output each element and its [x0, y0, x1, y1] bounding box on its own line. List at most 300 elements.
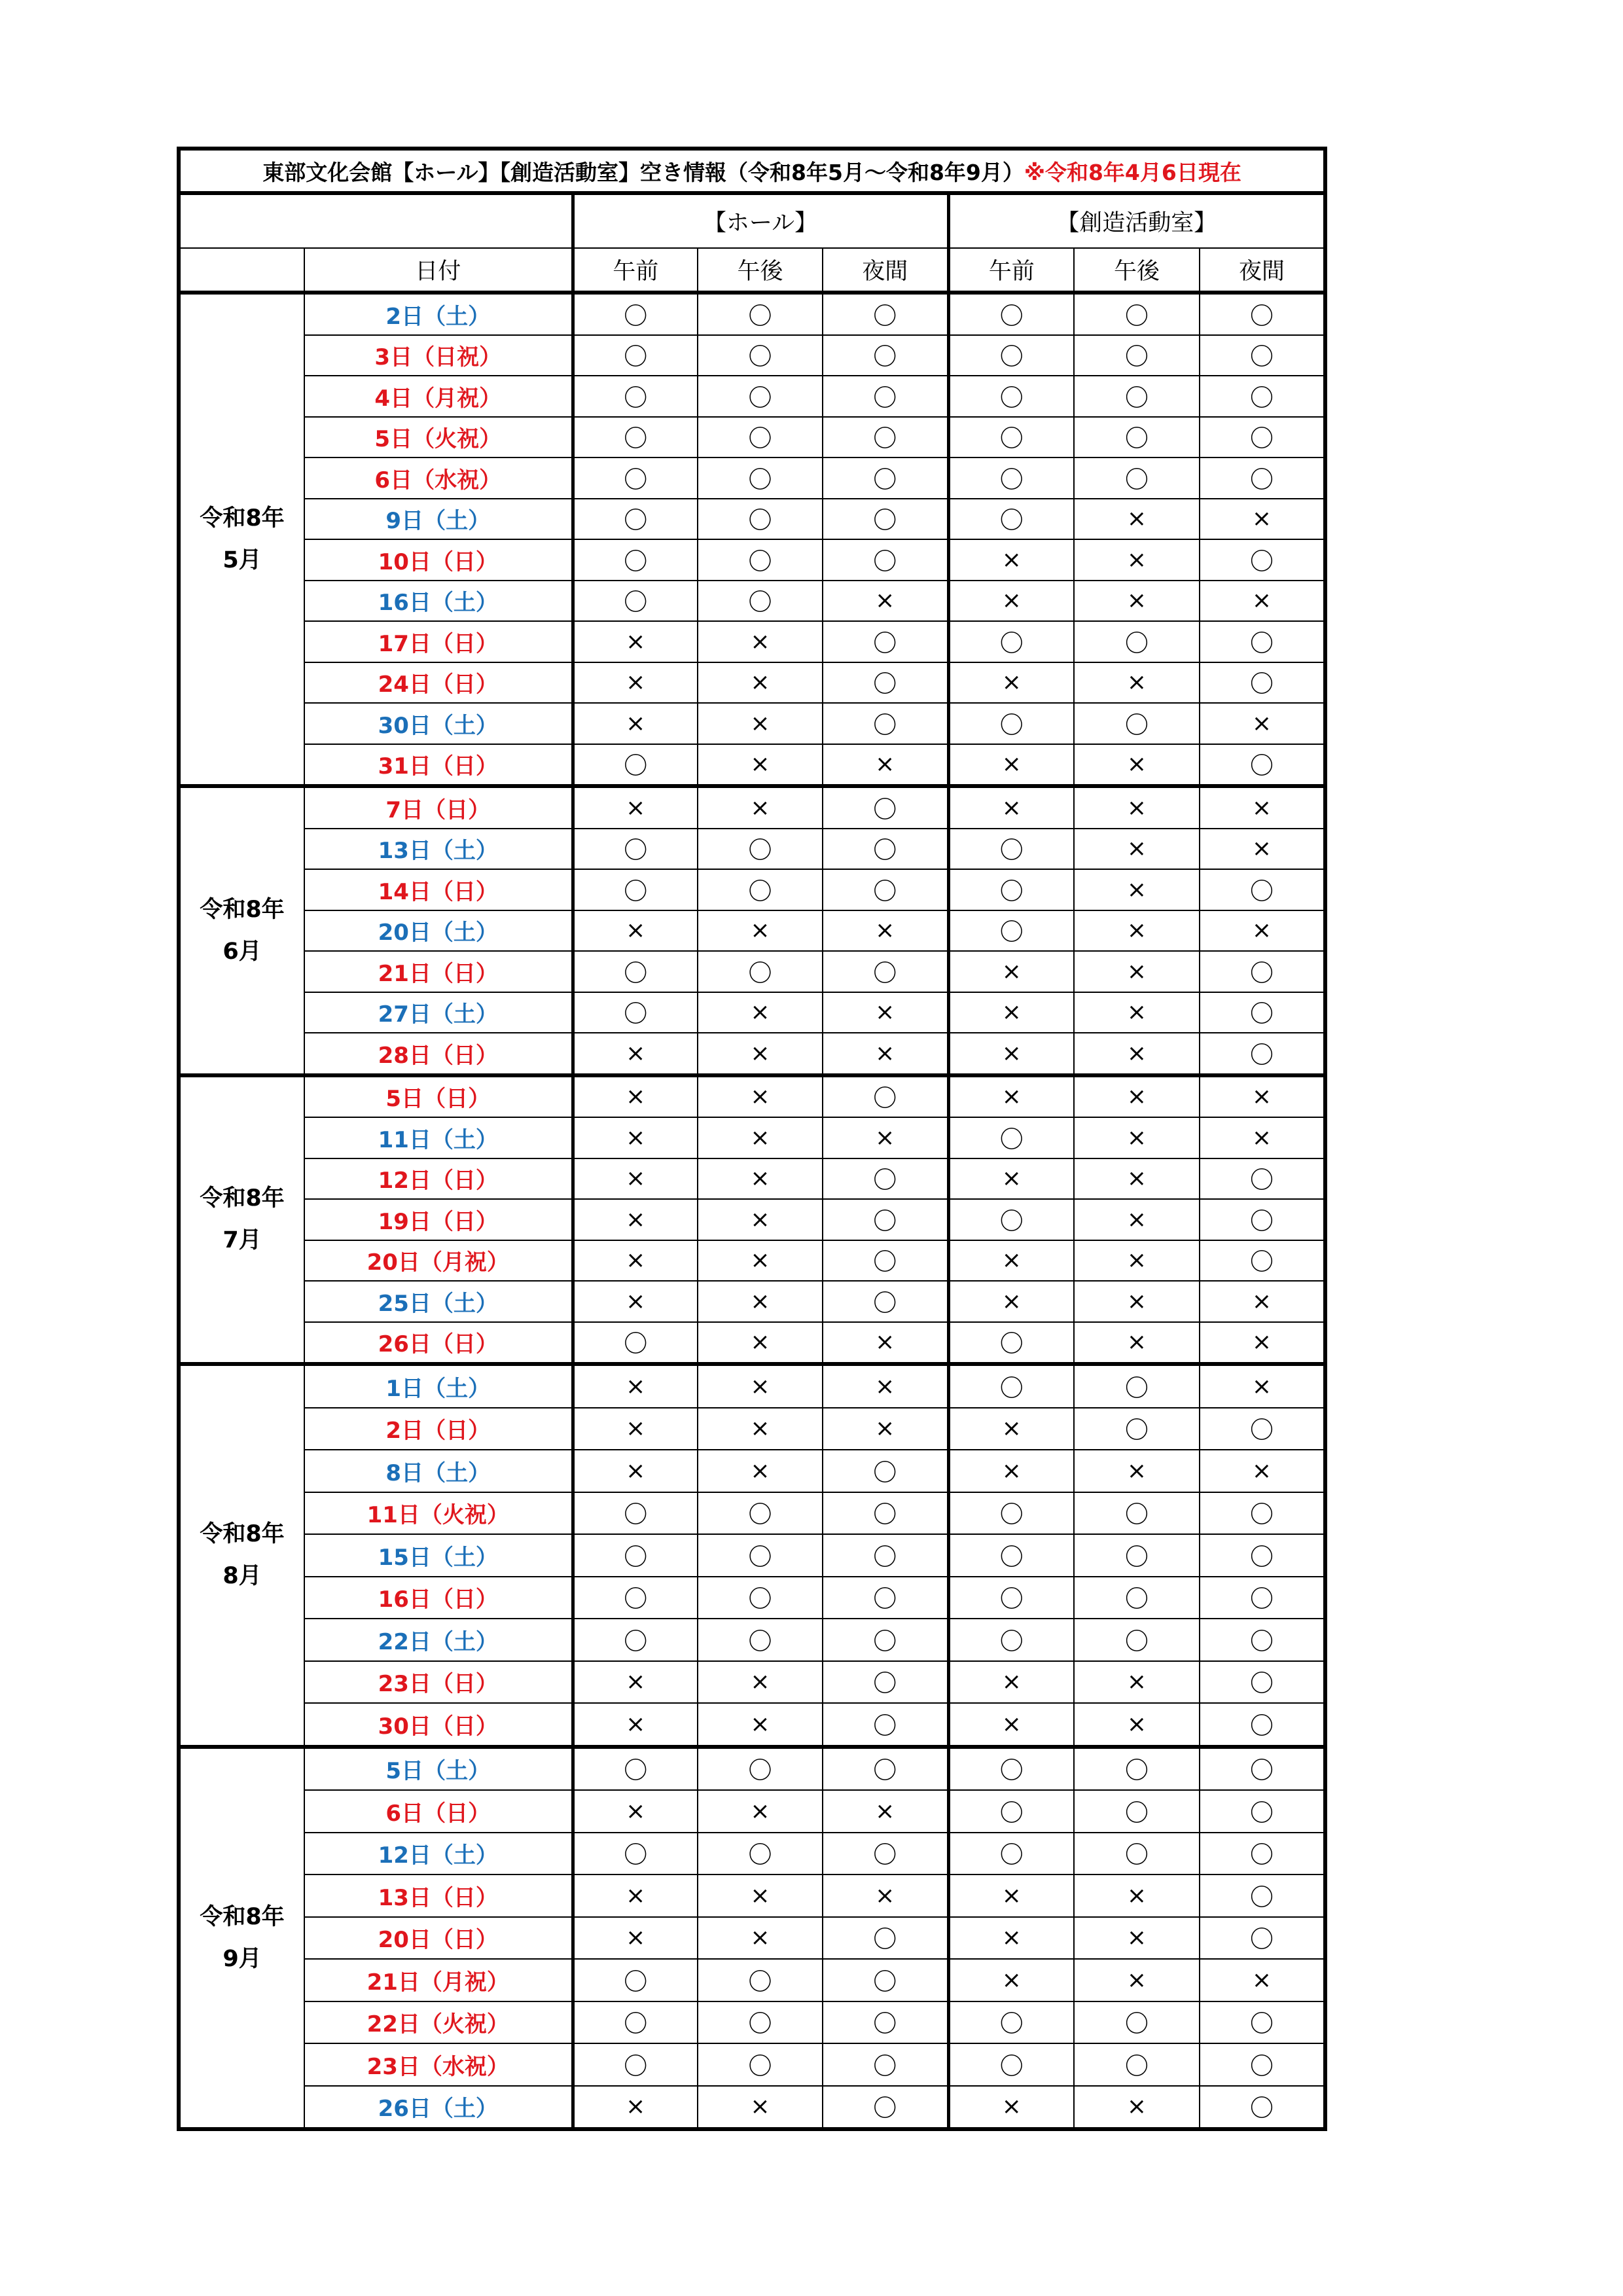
availability-mark: 〇: [1074, 1408, 1200, 1450]
availability-mark: 〇: [1200, 1917, 1325, 1960]
availability-mark: 〇: [1200, 621, 1325, 662]
availability-mark: 〇: [698, 1577, 823, 1619]
date-cell: 17日（日）: [304, 621, 573, 662]
availability-mark: ×: [948, 2086, 1074, 2130]
availability-mark: ×: [1074, 786, 1200, 829]
availability-mark: 〇: [573, 1619, 698, 1661]
table-row: [179, 581, 1325, 622]
availability-mark: ×: [698, 910, 823, 952]
date-cell: 13日（日）: [304, 1874, 573, 1917]
availability-mark: ×: [948, 786, 1074, 829]
availability-mark: ×: [698, 1240, 823, 1282]
date-cell: 5日（日）: [304, 1075, 573, 1118]
date-cell: 20日（月祝）: [304, 1240, 573, 1282]
availability-mark: ×: [1074, 539, 1200, 581]
table-row: [179, 1577, 1325, 1619]
availability-mark: ×: [1200, 829, 1325, 870]
availability-mark: 〇: [1074, 1534, 1200, 1577]
availability-mark: 〇: [1200, 1747, 1325, 1791]
table-row: [179, 621, 1325, 662]
availability-mark: ×: [823, 1364, 948, 1408]
table-row: [179, 1408, 1325, 1450]
availability-mark: ×: [948, 1281, 1074, 1322]
date-cell: 24日（日）: [304, 662, 573, 704]
availability-mark: ×: [948, 1661, 1074, 1704]
date-column-header: 日付: [304, 248, 573, 293]
availability-mark: 〇: [573, 335, 698, 376]
title-text: 東部文化会館【ホール】【創造活動室】空き情報（令和8年5月～令和8年9月）: [262, 159, 1024, 185]
availability-mark: ×: [1074, 1117, 1200, 1158]
availability-mark: 〇: [948, 621, 1074, 662]
availability-mark: ×: [1074, 499, 1200, 540]
availability-mark: 〇: [1200, 1790, 1325, 1833]
table-row: [179, 786, 1325, 829]
availability-mark: 〇: [823, 1703, 948, 1747]
availability-mark: 〇: [948, 1747, 1074, 1791]
availability-mark: 〇: [573, 581, 698, 622]
availability-mark: ×: [823, 744, 948, 787]
availability-mark: 〇: [823, 621, 948, 662]
availability-mark: 〇: [948, 2001, 1074, 2044]
availability-mark: 〇: [1200, 1240, 1325, 1282]
availability-mark: 〇: [948, 1492, 1074, 1535]
availability-mark: 〇: [573, 1322, 698, 1365]
availability-mark: ×: [698, 621, 823, 662]
availability-mark: 〇: [573, 869, 698, 910]
availability-mark: 〇: [1200, 992, 1325, 1033]
availability-mark: 〇: [1200, 1408, 1325, 1450]
hall-header: 【ホール】: [573, 193, 948, 248]
table-row: [179, 539, 1325, 581]
table-row: [179, 1790, 1325, 1833]
availability-mark: ×: [948, 1158, 1074, 1200]
room-header: 【創造活動室】: [948, 193, 1325, 248]
slot-header: 午前: [948, 248, 1074, 293]
availability-mark: ×: [948, 539, 1074, 581]
availability-mark: ×: [698, 1790, 823, 1833]
availability-mark: ×: [1074, 744, 1200, 787]
availability-mark: 〇: [948, 1199, 1074, 1240]
availability-mark: 〇: [1074, 1790, 1200, 1833]
availability-mark: ×: [698, 662, 823, 704]
table-row: [179, 1158, 1325, 1200]
availability-mark: ×: [573, 1240, 698, 1282]
availability-mark: 〇: [573, 1959, 698, 2001]
table-row: [179, 1492, 1325, 1535]
availability-mark: 〇: [573, 499, 698, 540]
availability-mark: ×: [698, 1117, 823, 1158]
table-row: [179, 376, 1325, 417]
availability-mark: ×: [698, 1075, 823, 1118]
availability-mark: ×: [1074, 1240, 1200, 1282]
availability-mark: 〇: [1200, 1033, 1325, 1075]
availability-mark: ×: [573, 910, 698, 952]
availability-mark: 〇: [823, 786, 948, 829]
availability-mark: 〇: [823, 1661, 948, 1704]
table-row: [179, 951, 1325, 992]
availability-mark: 〇: [823, 2043, 948, 2086]
month-label: 令和8年 8月: [179, 1364, 304, 1747]
availability-mark: ×: [1200, 1117, 1325, 1158]
availability-mark: 〇: [1074, 1492, 1200, 1535]
availability-mark: ×: [948, 744, 1074, 787]
availability-mark: ×: [573, 1917, 698, 1960]
availability-mark: ×: [573, 621, 698, 662]
availability-mark: ×: [698, 1874, 823, 1917]
availability-mark: ×: [698, 1322, 823, 1365]
date-cell: 25日（土）: [304, 1281, 573, 1322]
availability-mark: 〇: [698, 829, 823, 870]
availability-mark: ×: [823, 1033, 948, 1075]
availability-mark: 〇: [948, 1619, 1074, 1661]
availability-mark: 〇: [573, 1833, 698, 1875]
availability-mark: 〇: [823, 829, 948, 870]
availability-mark: 〇: [698, 457, 823, 499]
availability-mark: 〇: [1200, 1577, 1325, 1619]
table-row: [179, 1117, 1325, 1158]
slot-header: 午前: [573, 248, 698, 293]
availability-mark: ×: [1074, 1959, 1200, 2001]
availability-mark: 〇: [1074, 293, 1200, 335]
availability-mark: ×: [948, 1917, 1074, 1960]
availability-mark: 〇: [573, 1492, 698, 1535]
header-row-facilities: [179, 193, 1325, 248]
availability-mark: 〇: [823, 703, 948, 744]
table-row: [179, 1364, 1325, 1408]
availability-mark: ×: [698, 703, 823, 744]
availability-mark: 〇: [823, 1619, 948, 1661]
availability-mark: 〇: [1074, 2001, 1200, 2044]
availability-mark: 〇: [823, 1917, 948, 1960]
availability-mark: ×: [948, 951, 1074, 992]
availability-mark: ×: [1200, 703, 1325, 744]
availability-mark: 〇: [573, 829, 698, 870]
availability-mark: ×: [948, 1450, 1074, 1492]
availability-mark: 〇: [1200, 2043, 1325, 2086]
availability-mark: 〇: [948, 1790, 1074, 1833]
date-cell: 2日（土）: [304, 293, 573, 335]
month-label: 令和8年 7月: [179, 1075, 304, 1365]
availability-mark: 〇: [823, 376, 948, 417]
availability-mark: ×: [573, 1364, 698, 1408]
table-row: [179, 1534, 1325, 1577]
table-row: [179, 1240, 1325, 1282]
availability-mark: 〇: [823, 1747, 948, 1791]
availability-mark: ×: [698, 1364, 823, 1408]
availability-mark: 〇: [948, 1534, 1074, 1577]
availability-mark: ×: [823, 581, 948, 622]
availability-mark: 〇: [698, 1833, 823, 1875]
table-row: [179, 1833, 1325, 1875]
availability-mark: ×: [1200, 1364, 1325, 1408]
availability-mark: 〇: [1200, 1661, 1325, 1704]
availability-mark: 〇: [1074, 1833, 1200, 1875]
availability-mark: 〇: [948, 869, 1074, 910]
availability-mark: ×: [573, 1075, 698, 1118]
availability-mark: ×: [1074, 1874, 1200, 1917]
date-cell: 5日（土）: [304, 1747, 573, 1791]
table-row: [179, 1874, 1325, 1917]
date-cell: 7日（日）: [304, 786, 573, 829]
availability-mark: 〇: [823, 1075, 948, 1118]
availability-mark: 〇: [698, 1619, 823, 1661]
date-cell: 3日（日祝）: [304, 335, 573, 376]
availability-mark: ×: [823, 1874, 948, 1917]
availability-mark: 〇: [1200, 951, 1325, 992]
availability-mark: ×: [1200, 786, 1325, 829]
date-cell: 22日（火祝）: [304, 2001, 573, 2044]
date-cell: 16日（日）: [304, 1577, 573, 1619]
date-cell: 6日（水祝）: [304, 457, 573, 499]
availability-mark: 〇: [1074, 1619, 1200, 1661]
availability-mark: ×: [1074, 1158, 1200, 1200]
availability-mark: 〇: [698, 2043, 823, 2086]
date-cell: 15日（土）: [304, 1534, 573, 1577]
availability-mark: 〇: [823, 2086, 948, 2130]
availability-mark: ×: [573, 1158, 698, 1200]
table-row: [179, 2086, 1325, 2130]
availability-mark: 〇: [948, 1117, 1074, 1158]
availability-mark: 〇: [1074, 703, 1200, 744]
availability-mark: ×: [573, 1661, 698, 1704]
table-row: [179, 1322, 1325, 1365]
table-row: [179, 662, 1325, 704]
date-cell: 26日（土）: [304, 2086, 573, 2130]
availability-mark: 〇: [948, 910, 1074, 952]
table-row: [179, 499, 1325, 540]
availability-mark: ×: [698, 1199, 823, 1240]
availability-sheet: [177, 147, 1323, 2131]
date-cell: 5日（火祝）: [304, 417, 573, 458]
date-cell: 14日（日）: [304, 869, 573, 910]
availability-mark: ×: [573, 1033, 698, 1075]
availability-mark: ×: [948, 1033, 1074, 1075]
table-row: [179, 703, 1325, 744]
date-cell: 23日（日）: [304, 1661, 573, 1704]
date-cell: 9日（土）: [304, 499, 573, 540]
availability-mark: 〇: [698, 869, 823, 910]
availability-mark: 〇: [823, 951, 948, 992]
page-title: [179, 149, 1325, 193]
availability-mark: 〇: [1074, 1364, 1200, 1408]
title-row: [179, 149, 1325, 193]
availability-mark: ×: [948, 1874, 1074, 1917]
availability-mark: 〇: [823, 1534, 948, 1577]
availability-mark: 〇: [698, 1534, 823, 1577]
availability-mark: 〇: [1200, 1619, 1325, 1661]
availability-mark: 〇: [1200, 2001, 1325, 2044]
availability-mark: 〇: [573, 376, 698, 417]
date-cell: 20日（日）: [304, 1917, 573, 1960]
availability-mark: 〇: [823, 457, 948, 499]
availability-mark: 〇: [948, 1577, 1074, 1619]
availability-mark: 〇: [1200, 457, 1325, 499]
availability-mark: 〇: [698, 1747, 823, 1791]
availability-mark: ×: [698, 1917, 823, 1960]
table-row: [179, 1619, 1325, 1661]
date-cell: 1日（土）: [304, 1364, 573, 1408]
date-cell: 30日（日）: [304, 1703, 573, 1747]
availability-mark: ×: [1200, 1450, 1325, 1492]
availability-mark: ×: [573, 1408, 698, 1450]
table-row: [179, 1703, 1325, 1747]
table-row: [179, 1033, 1325, 1075]
availability-mark: 〇: [823, 869, 948, 910]
availability-mark: ×: [698, 1703, 823, 1747]
availability-mark: ×: [698, 1158, 823, 1200]
availability-mark: 〇: [948, 2043, 1074, 2086]
header-month-blank: [179, 248, 304, 293]
header-row-slots: [179, 248, 1325, 293]
date-cell: 20日（土）: [304, 910, 573, 952]
table-row: [179, 335, 1325, 376]
availability-mark: ×: [1074, 992, 1200, 1033]
availability-mark: ×: [948, 1703, 1074, 1747]
availability-mark: 〇: [698, 335, 823, 376]
availability-mark: 〇: [1074, 1577, 1200, 1619]
availability-mark: 〇: [698, 2001, 823, 2044]
availability-mark: 〇: [698, 417, 823, 458]
table-row: [179, 1917, 1325, 1960]
availability-mark: 〇: [823, 335, 948, 376]
availability-mark: ×: [1074, 662, 1200, 704]
table-row: [179, 2001, 1325, 2044]
date-cell: 22日（土）: [304, 1619, 573, 1661]
availability-mark: 〇: [823, 1240, 948, 1282]
availability-mark: 〇: [1074, 335, 1200, 376]
availability-mark: 〇: [573, 293, 698, 335]
availability-mark: 〇: [823, 2001, 948, 2044]
availability-mark: ×: [1074, 910, 1200, 952]
availability-mark: 〇: [1200, 1492, 1325, 1535]
availability-mark: 〇: [823, 1450, 948, 1492]
availability-mark: 〇: [573, 744, 698, 787]
date-cell: 30日（土）: [304, 703, 573, 744]
availability-mark: 〇: [948, 376, 1074, 417]
availability-mark: 〇: [823, 1959, 948, 2001]
availability-mark: 〇: [698, 376, 823, 417]
availability-mark: ×: [573, 662, 698, 704]
availability-mark: ×: [698, 744, 823, 787]
availability-mark: ×: [698, 1661, 823, 1704]
availability-mark: ×: [1074, 1661, 1200, 1704]
availability-mark: ×: [698, 1281, 823, 1322]
availability-mark: ×: [948, 1959, 1074, 2001]
availability-mark: 〇: [1200, 539, 1325, 581]
availability-mark: 〇: [1200, 869, 1325, 910]
availability-mark: ×: [948, 1075, 1074, 1118]
availability-mark: ×: [698, 1033, 823, 1075]
availability-mark: ×: [573, 1199, 698, 1240]
availability-mark: 〇: [1074, 376, 1200, 417]
availability-mark: 〇: [698, 539, 823, 581]
availability-mark: 〇: [573, 1534, 698, 1577]
availability-mark: ×: [573, 2086, 698, 2130]
header-blank: [179, 193, 573, 248]
availability-mark: 〇: [823, 1577, 948, 1619]
availability-mark: 〇: [823, 499, 948, 540]
date-cell: 13日（土）: [304, 829, 573, 870]
availability-mark: 〇: [948, 703, 1074, 744]
availability-mark: ×: [573, 1703, 698, 1747]
table-row: [179, 1075, 1325, 1118]
availability-mark: ×: [698, 992, 823, 1033]
availability-mark: ×: [1074, 1450, 1200, 1492]
availability-mark: 〇: [698, 1492, 823, 1535]
availability-mark: ×: [698, 786, 823, 829]
table-row: [179, 293, 1325, 335]
availability-mark: ×: [823, 1408, 948, 1450]
slot-header: 夜間: [823, 248, 948, 293]
availability-mark: ×: [823, 910, 948, 952]
availability-mark: 〇: [1200, 293, 1325, 335]
availability-mark: ×: [573, 1281, 698, 1322]
date-cell: 12日（日）: [304, 1158, 573, 1200]
availability-mark: ×: [948, 1408, 1074, 1450]
date-cell: 11日（火祝）: [304, 1492, 573, 1535]
availability-mark: 〇: [573, 2001, 698, 2044]
availability-mark: 〇: [1200, 1703, 1325, 1747]
availability-mark: ×: [573, 1117, 698, 1158]
month-label: 令和8年 9月: [179, 1747, 304, 2130]
availability-mark: 〇: [698, 293, 823, 335]
table-row: [179, 869, 1325, 910]
availability-mark: ×: [1074, 1281, 1200, 1322]
availability-mark: 〇: [948, 499, 1074, 540]
availability-mark: ×: [573, 786, 698, 829]
availability-mark: 〇: [573, 992, 698, 1033]
availability-mark: ×: [823, 1117, 948, 1158]
date-cell: 6日（日）: [304, 1790, 573, 1833]
availability-mark: ×: [1074, 951, 1200, 992]
availability-mark: ×: [1074, 581, 1200, 622]
availability-mark: 〇: [1200, 662, 1325, 704]
table-row: [179, 744, 1325, 787]
availability-mark: 〇: [948, 335, 1074, 376]
availability-mark: ×: [948, 662, 1074, 704]
availability-mark: ×: [948, 1240, 1074, 1282]
table-row: [179, 1199, 1325, 1240]
availability-mark: 〇: [573, 1747, 698, 1791]
availability-mark: 〇: [573, 539, 698, 581]
availability-mark: ×: [1074, 1075, 1200, 1118]
table-row: [179, 1959, 1325, 2001]
availability-mark: 〇: [698, 499, 823, 540]
availability-mark: 〇: [1074, 1747, 1200, 1791]
availability-mark: ×: [573, 1450, 698, 1492]
availability-mark: 〇: [948, 293, 1074, 335]
availability-mark: 〇: [1200, 744, 1325, 787]
availability-mark: ×: [1074, 1199, 1200, 1240]
availability-mark: ×: [1074, 1703, 1200, 1747]
availability-mark: 〇: [1074, 457, 1200, 499]
availability-mark: 〇: [823, 1833, 948, 1875]
availability-mark: 〇: [948, 829, 1074, 870]
date-cell: 12日（土）: [304, 1833, 573, 1875]
date-cell: 4日（月祝）: [304, 376, 573, 417]
availability-mark: 〇: [823, 1281, 948, 1322]
availability-mark: 〇: [948, 1322, 1074, 1365]
date-cell: 2日（日）: [304, 1408, 573, 1450]
availability-mark: 〇: [1074, 621, 1200, 662]
availability-mark: 〇: [1200, 1534, 1325, 1577]
availability-mark: 〇: [823, 1199, 948, 1240]
availability-mark: 〇: [823, 662, 948, 704]
availability-mark: ×: [948, 581, 1074, 622]
availability-mark: ×: [1200, 1281, 1325, 1322]
table-row: [179, 2043, 1325, 2086]
month-label: 令和8年 6月: [179, 786, 304, 1075]
